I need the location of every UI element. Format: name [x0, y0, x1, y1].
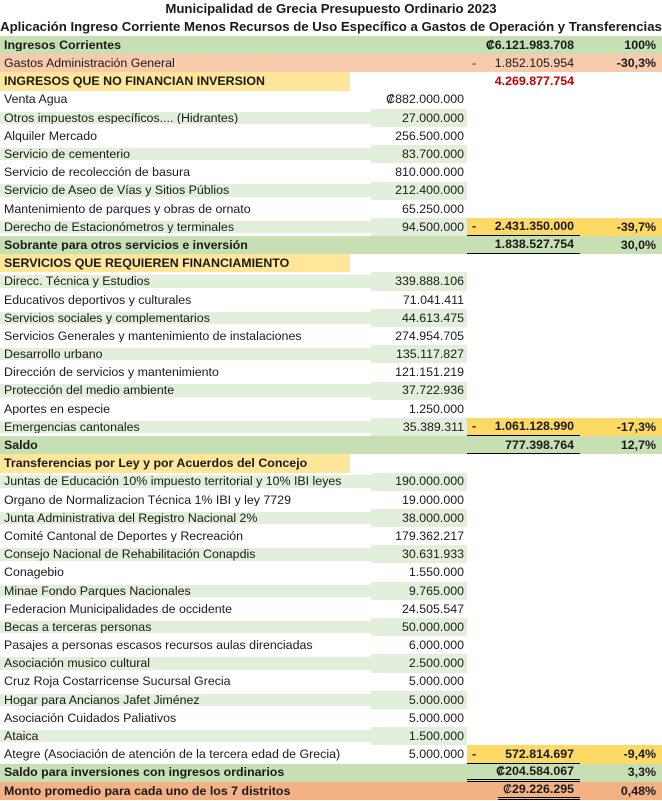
- percent-value: [580, 491, 662, 509]
- percent-value: [580, 127, 662, 145]
- value-col-b: 2.500.000: [371, 654, 467, 672]
- percent-value: [580, 636, 662, 654]
- value-col-c: 2.431.350.000: [494, 219, 574, 234]
- value-col-c-cell: [467, 327, 580, 345]
- value-col-c-cell: [467, 236, 580, 254]
- value-col-b: 1.500.000: [371, 727, 467, 745]
- value-col-c-cell: [467, 636, 580, 654]
- table-row: [0, 54, 662, 72]
- row-label: Servicio de Aseo de Vías y Sitios Públios: [0, 184, 371, 196]
- percent-value: [580, 363, 662, 381]
- value-col-c: ₡6.121.983.708: [485, 37, 574, 52]
- row-label: Minae Fondo Parques Nacionales: [0, 585, 371, 597]
- percent-value: [580, 254, 662, 272]
- table-row: [0, 491, 662, 509]
- value-col-c-cell: [467, 309, 580, 327]
- value-col-b: 121.151.219: [395, 365, 464, 380]
- value-col-b: [371, 236, 467, 254]
- value-col-c-cell: [467, 691, 580, 709]
- table-row: [0, 163, 662, 181]
- value-col-b: 274.954.705: [395, 328, 464, 343]
- value-col-b: 339.888.106: [371, 272, 467, 290]
- value-col-b: 179.362.217: [395, 528, 464, 543]
- percent-value: -9,4%: [580, 745, 662, 763]
- percent-value: 0,48%: [620, 783, 656, 798]
- percent-value: [580, 400, 662, 418]
- value-col-c-cell: [467, 545, 580, 563]
- value-col-b: 83.700.000: [371, 145, 467, 163]
- row-label: Junta Administrativa del Registro Nacional 2%: [0, 512, 371, 524]
- table-row: [0, 291, 662, 309]
- value-col-b: 24.505.547: [401, 601, 464, 616]
- percent-value: 3,3%: [627, 765, 656, 780]
- value-col-b: 71.041.411: [402, 292, 464, 307]
- value-col-b: [371, 764, 467, 782]
- value-col-b: 5.000.000: [371, 691, 467, 709]
- value-col-c: 1.838.527.754: [494, 237, 574, 252]
- value-col-c-cell: [467, 254, 580, 272]
- percent-value: [580, 563, 662, 581]
- percent-value: [580, 709, 662, 727]
- value-col-c-cell: [467, 418, 580, 436]
- percent-value: [580, 509, 662, 527]
- value-col-c-cell: [467, 400, 580, 418]
- minus-sign: -: [472, 746, 477, 761]
- value-col-b: 5.000.000: [408, 674, 464, 689]
- value-col-b: 190.000.000: [371, 473, 467, 491]
- percent-value: [580, 454, 662, 472]
- table-row: [0, 709, 662, 727]
- table-row: [0, 673, 662, 691]
- value-col-c-cell: [467, 218, 580, 236]
- percent-value: [580, 91, 662, 109]
- value-col-c-cell: [467, 473, 580, 491]
- minus-sign: -: [472, 419, 477, 434]
- table-row: [0, 436, 662, 454]
- row-label: Asociación Cuidados Paliativos: [4, 711, 177, 725]
- table-row: [0, 218, 662, 236]
- table-row: [0, 727, 662, 745]
- percent-value: 12,7%: [620, 438, 656, 453]
- percent-value: -30,3%: [616, 56, 656, 71]
- percent-value: [580, 654, 662, 672]
- table-row: [0, 345, 662, 363]
- row-label: SERVICIOS QUE REQUIEREN FINANCIAMIENTO: [0, 254, 350, 272]
- value-col-b: 135.117.827: [371, 345, 467, 363]
- value-col-c-cell: [467, 182, 580, 200]
- percent-value: [580, 600, 662, 618]
- value-col-c-cell: [467, 436, 580, 454]
- table-row: [0, 127, 662, 145]
- value-col-c-cell: [467, 109, 580, 127]
- value-col-b: 5.000.000: [408, 747, 464, 762]
- minus-sign: -: [472, 56, 477, 71]
- table-row: [0, 91, 662, 109]
- percent-value: [580, 200, 662, 218]
- value-col-c: 572.814.697: [505, 746, 574, 761]
- row-label: Protección del medio ambiente: [0, 384, 371, 396]
- value-col-b: [371, 54, 467, 72]
- table-row: [0, 636, 662, 654]
- percent-value: -39,7%: [580, 218, 662, 236]
- value-col-c-cell: [467, 673, 580, 691]
- value-col-b: 6.000.000: [408, 638, 464, 653]
- percent-value: [580, 182, 662, 200]
- row-label: Monto promedio para cada uno de los 7 distritos: [4, 784, 291, 797]
- row-label: Servicios Generales y mantenimiento de instalaciones: [4, 329, 302, 343]
- row-label: Servicios sociales y complementarios: [0, 312, 371, 324]
- row-label: Saldo: [4, 439, 38, 452]
- value-col-c: 29.226.295: [511, 782, 574, 797]
- table-row: [0, 418, 662, 436]
- percent-value: [580, 545, 662, 563]
- row-label: Pasajes a personas escasos recursos aulas direnciadas: [4, 639, 313, 652]
- value-col-c-cell: [467, 727, 580, 745]
- table-row: [0, 782, 662, 800]
- value-col-b: 212.400.000: [371, 182, 467, 200]
- table-row: [0, 563, 662, 581]
- table-row: [0, 236, 662, 254]
- value-col-b: 38.000.000: [371, 509, 467, 527]
- row-label: Consejo Nacional de Rehabilitación Conapdis: [0, 548, 371, 560]
- table-row: [0, 527, 662, 545]
- value-col-b: 94.500.000: [371, 218, 467, 236]
- percent-value: 100%: [624, 37, 656, 52]
- percent-value: [580, 527, 662, 545]
- table-row: [0, 309, 662, 327]
- table-row: [0, 509, 662, 527]
- value-col-c-cell: [467, 764, 580, 782]
- percent-value: [580, 109, 662, 127]
- percent-value: [580, 345, 662, 363]
- currency-symbol: ₡: [503, 782, 512, 797]
- row-label: Asociación musico cultural: [0, 657, 371, 669]
- row-label: Becas a terceras personas: [0, 621, 371, 633]
- table-row: [0, 200, 662, 218]
- percent-value: [580, 163, 662, 181]
- value-col-c-cell: [467, 527, 580, 545]
- value-col-c-cell: [467, 36, 580, 54]
- percent-value: [580, 691, 662, 709]
- table-row: [0, 545, 662, 563]
- value-col-b: 27.000.000: [371, 109, 467, 127]
- percent-value: [580, 727, 662, 745]
- value-col-c: ₡204.584.067: [496, 763, 574, 778]
- value-col-b: [371, 454, 467, 472]
- row-label: Educativos deportivos y culturales: [4, 293, 192, 306]
- percent-value: [580, 327, 662, 345]
- table-row: [0, 654, 662, 672]
- value-col-c: 1.852.105.954: [494, 56, 574, 71]
- value-col-c-cell: [467, 127, 580, 145]
- percent-value: [580, 618, 662, 636]
- value-col-b: 810.000.000: [395, 165, 464, 180]
- table-row: [0, 473, 662, 491]
- row-label: Sobrante para otros servicios e inversión: [4, 238, 248, 252]
- percent-value: [580, 309, 662, 327]
- value-col-b: 44.613.475: [371, 309, 467, 327]
- value-col-b: ₡882.000.000: [386, 92, 464, 107]
- row-label: Hogar para Ancianos Jafet Jiménez: [0, 694, 371, 706]
- value-col-b: 256.500.000: [395, 128, 464, 143]
- row-label: Gastos Administración General: [4, 57, 175, 70]
- table-row: [0, 600, 662, 618]
- table-row: [0, 109, 662, 127]
- value-col-c-cell: [467, 345, 580, 363]
- value-col-b: 35.389.311: [371, 418, 467, 436]
- percent-value: [580, 473, 662, 491]
- value-col-c-cell: [467, 709, 580, 727]
- table-row: [0, 254, 662, 272]
- row-label: Organo de Normalizacion Técnica 1% IBI y ley 7729: [4, 493, 291, 506]
- row-label: Transferencias por Ley y por Acuerdos del Concejo: [0, 454, 350, 472]
- row-label: Servicio de recolección de basura: [4, 166, 190, 179]
- budget-table: [0, 36, 662, 800]
- value-col-c-cell: [467, 563, 580, 581]
- value-col-b: 50.000.000: [371, 618, 467, 636]
- value-col-b: [371, 72, 467, 90]
- value-col-b: 1.250.000: [408, 401, 464, 416]
- value-col-c-cell: [498, 782, 580, 800]
- table-row: [0, 36, 662, 54]
- row-label: Dirección de servicios y mantenimiento: [4, 366, 219, 379]
- value-col-c-cell: [467, 163, 580, 181]
- value-col-c: 1.061.128.990: [494, 419, 574, 434]
- page-subtitle: Aplicación Ingreso Corriente Menos Recursos de Uso Específico a Gastos de Operación y Transferencias: [0, 19, 662, 34]
- value-col-c-cell: [467, 91, 580, 109]
- percent-value: [580, 382, 662, 400]
- table-row: [0, 454, 662, 472]
- value-col-b: 1.550.000: [408, 565, 464, 580]
- value-col-c-cell: [467, 600, 580, 618]
- value-col-c-cell: [467, 582, 580, 600]
- value-col-b: 65.250.000: [401, 201, 464, 216]
- value-col-b: 30.631.933: [371, 545, 467, 563]
- row-label: Juntas de Educación 10% impuesto territorial y 10% IBI leyes: [0, 475, 371, 487]
- value-col-c-cell: [467, 145, 580, 163]
- row-label: Aportes en especie: [4, 402, 111, 416]
- row-label: Otros impuestos específicos.... (Hidrantes): [0, 112, 371, 124]
- percent-value: 30,0%: [620, 237, 656, 252]
- table-row: [0, 72, 662, 90]
- value-col-c-cell: [467, 618, 580, 636]
- row-label: Ategre (Asociación de atención de la tercera edad de Grecia): [4, 748, 341, 761]
- page-title: Municipalidad de Grecia Presupuesto Ordinario 2023: [165, 1, 497, 16]
- value-col-c-cell: [467, 291, 580, 309]
- table-row: [0, 382, 662, 400]
- row-label: Alquiler Mercado: [4, 129, 97, 143]
- value-col-b: [366, 782, 462, 800]
- row-label: Ataica: [0, 730, 371, 742]
- row-label: INGRESOS QUE NO FINANCIAN INVERSION: [0, 72, 350, 90]
- percent-value: [580, 272, 662, 290]
- value-col-c-cell: [467, 54, 580, 72]
- value-col-c-cell: [467, 272, 580, 290]
- value-col-b: 5.000.000: [408, 710, 464, 725]
- value-col-c: 777.398.764: [505, 437, 574, 452]
- row-label: Derecho de Estacionómetros y terminales: [0, 221, 371, 233]
- value-col-c-cell: [467, 363, 580, 381]
- value-col-c-cell: [467, 454, 580, 472]
- value-col-b: [371, 36, 467, 54]
- percent-value: [580, 673, 662, 691]
- percent-value: [580, 72, 662, 90]
- value-col-b: 37.722.936: [371, 382, 467, 400]
- value-col-b: [371, 254, 467, 272]
- table-row: [0, 745, 662, 763]
- value-col-c-cell: [467, 200, 580, 218]
- table-row: [0, 363, 662, 381]
- row-label: Federacion Municipalidades de occidente: [4, 602, 232, 616]
- percent-value: -17,3%: [580, 418, 662, 436]
- row-label: Venta Agua: [4, 93, 68, 106]
- row-label: Emergencias cantonales: [0, 421, 371, 433]
- value-col-c-cell: [467, 382, 580, 400]
- value-col-b: 9.765.000: [371, 582, 467, 600]
- minus-sign: -: [472, 219, 477, 234]
- row-label: Mantenimiento de parques y obras de ornato: [4, 202, 251, 215]
- value-col-b: 19.000.000: [401, 492, 464, 507]
- percent-value: [580, 582, 662, 600]
- table-row: [0, 327, 662, 345]
- value-col-c: 4.269.877.754: [494, 74, 574, 89]
- percent-value: [580, 145, 662, 163]
- value-col-c-cell: [467, 509, 580, 527]
- row-label: Ingresos Corrientes: [4, 38, 122, 52]
- table-row: [0, 182, 662, 200]
- value-col-c-cell: [467, 745, 580, 763]
- row-label: Comité Cantonal de Deportes y Recreación: [4, 529, 243, 543]
- table-row: [0, 618, 662, 636]
- table-row: [0, 691, 662, 709]
- row-label: Direcc. Técnica y Estudios: [0, 275, 371, 287]
- value-col-c-cell: [467, 72, 580, 90]
- value-col-b: [371, 436, 467, 454]
- percent-value: [580, 291, 662, 309]
- value-col-c-cell: [467, 654, 580, 672]
- row-label: Conagebio: [4, 566, 64, 579]
- table-row: [0, 582, 662, 600]
- table-row: [0, 272, 662, 290]
- row-label: Desarrollo urbano: [0, 348, 371, 360]
- table-row: [0, 764, 662, 782]
- table-row: [0, 145, 662, 163]
- row-label: Cruz Roja Costarricense Sucursal Grecia: [4, 675, 231, 688]
- value-col-c-cell: [467, 491, 580, 509]
- row-label: Servicio de cementerio: [0, 148, 371, 160]
- table-row: [0, 400, 662, 418]
- row-label: Saldo para inversiones con ingresos ordinarios: [4, 766, 285, 779]
